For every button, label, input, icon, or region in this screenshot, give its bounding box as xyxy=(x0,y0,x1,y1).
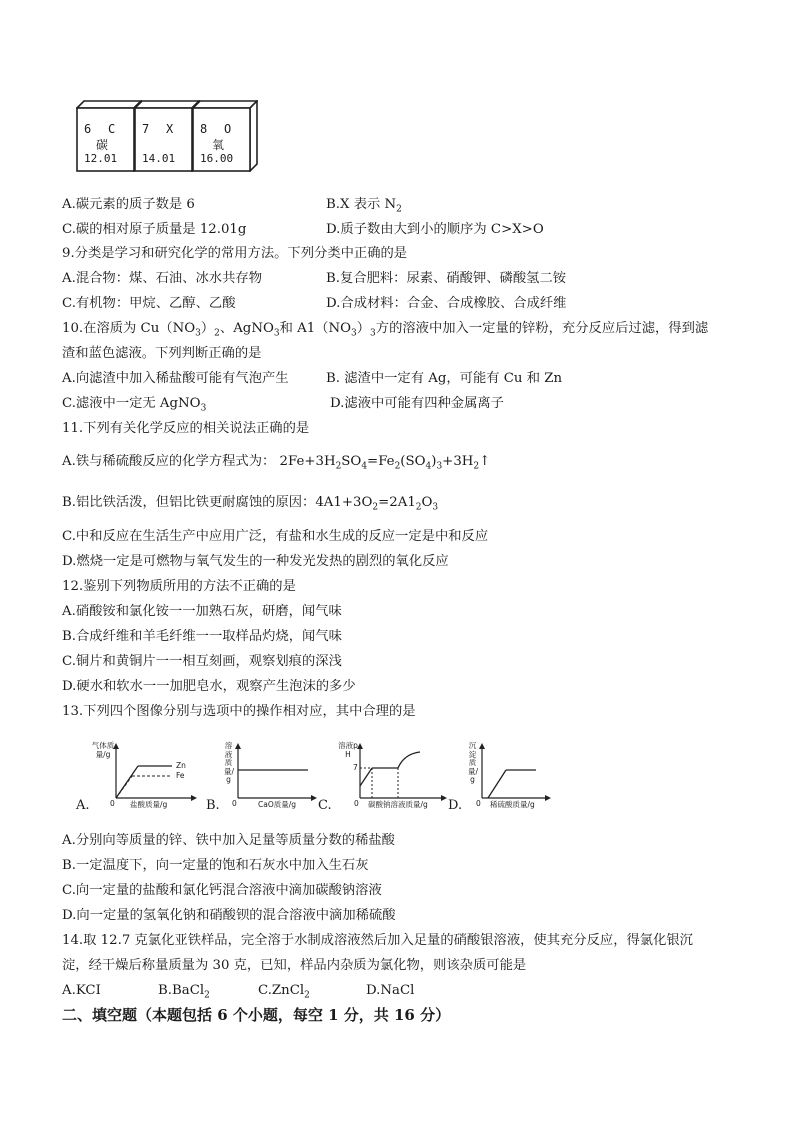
q8-option-b xyxy=(326,196,402,214)
graph-b-origin: 0 xyxy=(232,799,237,808)
q8-option-d: D.质子数由大到小的顺序为 C>X>O xyxy=(326,222,544,237)
subscript: 2 xyxy=(335,461,342,472)
iron-sulfuric-equation xyxy=(279,454,491,472)
q14-option-b xyxy=(158,982,210,1000)
element-symbol: X xyxy=(166,122,174,136)
q11-option-b xyxy=(62,494,438,512)
graph-c-label: C. xyxy=(318,798,332,813)
eq-part: O xyxy=(421,495,433,510)
eq-part: 2Fe+3H xyxy=(279,454,336,469)
q9-stem: 9.分类是学习和研究化学的常用方法。下列分类中正确的是 xyxy=(62,246,408,261)
graph-b-label: B. xyxy=(206,798,220,813)
graph-a-origin: 0 xyxy=(110,799,115,808)
graph-a-xlabel: 盐酸质量/g xyxy=(130,800,168,809)
subscript: 3 xyxy=(195,328,201,339)
q14-option-c-text: C.ZnCl xyxy=(258,983,305,998)
q9-option-c: C.有机物：甲烷、乙醇、乙酸 xyxy=(62,296,236,311)
q11-option-d: D.燃烧一定是可燃物与氧气发生的一种发光发热的剧烈的氧化反应 xyxy=(62,554,449,569)
subscript: 3 xyxy=(351,328,357,339)
atomic-number: 8 xyxy=(200,122,208,136)
element-symbol: O xyxy=(224,122,232,136)
q10-stem-line2: 渣和蓝色滤液。下列判断正确的是 xyxy=(62,346,262,361)
graph-d-ylabel: 沉淀质量/g xyxy=(468,741,479,784)
q14-option-b-text: B.BaCl xyxy=(158,983,205,998)
eq-part: =Fe xyxy=(367,454,395,469)
q9-option-b: B.复合肥料：尿素、硝酸钾、磷酸氢二铵 xyxy=(326,271,567,286)
q10-option-a: A.向滤渣中加入稀盐酸可能有气泡产生 xyxy=(62,371,289,386)
element-box-oxygen xyxy=(192,100,250,164)
subscript: 2 xyxy=(372,502,379,513)
eq-part: (SO xyxy=(400,454,426,469)
q10-stem-text: 、AgNO xyxy=(219,321,274,336)
graph-a-ylabel: 气体质量/g xyxy=(91,741,115,759)
graph-a-label: A. xyxy=(76,798,90,813)
series-label-zn: Zn xyxy=(176,761,186,770)
q10-stem-text: 10.在溶质为 Cu（NO xyxy=(62,321,196,336)
subscript: 2 xyxy=(304,990,310,1001)
element-name: 碳 xyxy=(96,138,109,152)
atomic-mass: 16.00 xyxy=(200,152,234,165)
q10-option-d: D.滤液中可能有四种金属离子 xyxy=(330,396,504,411)
q10-option-c xyxy=(62,395,206,413)
section-heading-fill-in: 二、填空题（本题包括 6 个小题，每空 1 分，共 16 分） xyxy=(62,1006,451,1024)
subscript: 2 xyxy=(394,461,401,472)
q13-option-d: D.向一定量的氢氧化钠和硝酸钡的混合溶液中滴加稀硫酸 xyxy=(62,908,396,923)
subscript: 3 xyxy=(273,328,280,339)
subscript: 3 xyxy=(200,403,207,414)
graph-c-xlabel: 碳酸钠溶液质量/g xyxy=(368,800,428,809)
graph-c-tick-7: 7 xyxy=(353,763,358,772)
subscript: 4 xyxy=(361,461,368,472)
q14-stem-line2: 淀，经干燥后称量质量为 30 克，已知，样品内杂质为氯化物，则该杂质可能是 xyxy=(62,958,527,973)
graph-c-ylabel: 溶液pH xyxy=(338,741,358,759)
q10-stem-text: 方的溶液中加入一定量的锌粉，充分反应后过滤，得到滤 xyxy=(375,321,709,336)
atomic-number: 7 xyxy=(142,122,150,136)
element-box-carbon xyxy=(76,100,134,164)
q13-stem: 13.下列四个图像分别与选项中的操作相对应，其中合理的是 xyxy=(62,704,416,719)
element-symbol: C xyxy=(108,122,116,136)
subscript: 2 xyxy=(415,502,422,513)
atomic-number: 6 xyxy=(84,122,92,136)
graph-c-origin: 0 xyxy=(354,799,359,808)
q8-option-a: A.碳元素的质子数是 6 xyxy=(62,197,195,212)
graph-d xyxy=(448,742,558,814)
q12-option-c: C.铜片和黄铜片一一相互刻画，观察划痕的深浅 xyxy=(62,654,342,669)
q10-stem-line1 xyxy=(62,320,708,338)
q11-option-b-text: B.铝比铁活泼，但铝比铁更耐腐蚀的原因： xyxy=(62,495,316,510)
q8-option-b-text: B.X 表示 N xyxy=(326,197,397,212)
q13-option-c: C.向一定量的盐酸和氯化钙混合溶液中滴加碳酸钠溶液 xyxy=(62,883,382,898)
q12-stem: 12.鉴别下列物质所用的方法不正确的是 xyxy=(62,579,296,594)
gas-arrow: ↑ xyxy=(479,454,491,469)
element-box-x xyxy=(134,100,192,164)
graph-b-ylabel: 溶液质量/g xyxy=(224,741,235,784)
q10-option-c-text: C.滤液中一定无 AgNO xyxy=(62,396,201,411)
q13-option-b: B.一定温度下，向一定量的饱和石灰水中加入生石灰 xyxy=(62,858,369,873)
subscript: 2 xyxy=(204,990,210,1001)
graph-b xyxy=(204,742,320,814)
graph-b-xlabel: CaO质量/g xyxy=(258,800,297,809)
q12-option-b: B.合成纤维和羊毛纤维一一取样品灼烧，闻气味 xyxy=(62,629,342,644)
graph-d-label: D. xyxy=(448,798,463,813)
q9-option-a: A.混合物：煤、石油、冰水共存物 xyxy=(62,271,262,286)
subscript: 3 xyxy=(432,502,439,513)
q11-stem: 11.下列有关化学反应的相关说法正确的是 xyxy=(62,421,310,436)
series-label-fe: Fe xyxy=(176,771,185,780)
graph-d-xlabel: 稀硫酸质量/g xyxy=(490,800,535,809)
q8-option-c: C.碳的相对原子质量是 12.01g xyxy=(62,222,247,237)
subscript: 2 xyxy=(396,204,402,215)
q12-option-a: A.硝酸铵和氯化铵一一加熟石灰，研磨，闻气味 xyxy=(62,604,342,619)
graph-d-origin: 0 xyxy=(476,799,481,808)
q14-stem-line1: 14.取 12.7 克氯化亚铁样品，完全溶于水制成溶液然后加入足量的硝酸银溶液，使其充分反应，得氯化银沉 xyxy=(62,933,693,948)
element-name: 氧 xyxy=(212,138,225,152)
q10-stem-text: ） xyxy=(356,321,371,336)
q12-option-d: D.硬水和软水一一加肥皂水，观察产生泡沫的多少 xyxy=(62,679,356,694)
q14-option-c xyxy=(258,982,310,1000)
eq-part: =2A1 xyxy=(378,495,416,510)
subscript: 4 xyxy=(425,461,432,472)
q10-stem-text: 和 A1（NO xyxy=(279,321,352,336)
eq-part: +3H xyxy=(442,454,474,469)
q11-option-a-text: A.铁与稀硫酸反应的化学方程式为： xyxy=(62,454,276,469)
q14-option-a: A.KCI xyxy=(62,983,101,998)
eq-part: ) xyxy=(431,454,437,469)
q10-option-b: B. 滤渣中一定有 Ag，可能有 Cu 和 Zn xyxy=(326,371,563,386)
q10-stem-text: ） xyxy=(200,321,215,336)
q14-option-d: D.NaCl xyxy=(366,983,415,998)
q13-option-a: A.分别向等质量的锌、铁中加入足量等质量分数的稀盐酸 xyxy=(62,833,395,848)
graph-a xyxy=(72,742,202,814)
subscript: 2 xyxy=(473,461,480,472)
graph-c xyxy=(320,742,450,814)
q11-option-a xyxy=(62,453,490,471)
atomic-mass: 12.01 xyxy=(84,152,118,165)
eq-part: 4A1+3O xyxy=(315,495,373,510)
subscript: 2 xyxy=(214,328,220,339)
atomic-mass: 14.01 xyxy=(142,152,176,165)
subscript: 3 xyxy=(436,461,443,472)
aluminum-oxidation-equation xyxy=(315,495,439,513)
subscript: 3 xyxy=(370,328,376,339)
q11-option-c: C.中和反应在生活生产中应用广泛，有盐和水生成的反应一定是中和反应 xyxy=(62,529,489,544)
eq-part: SO xyxy=(341,454,362,469)
q9-option-d: D.合成材料：合金、合成橡胶、合成纤维 xyxy=(326,296,567,311)
